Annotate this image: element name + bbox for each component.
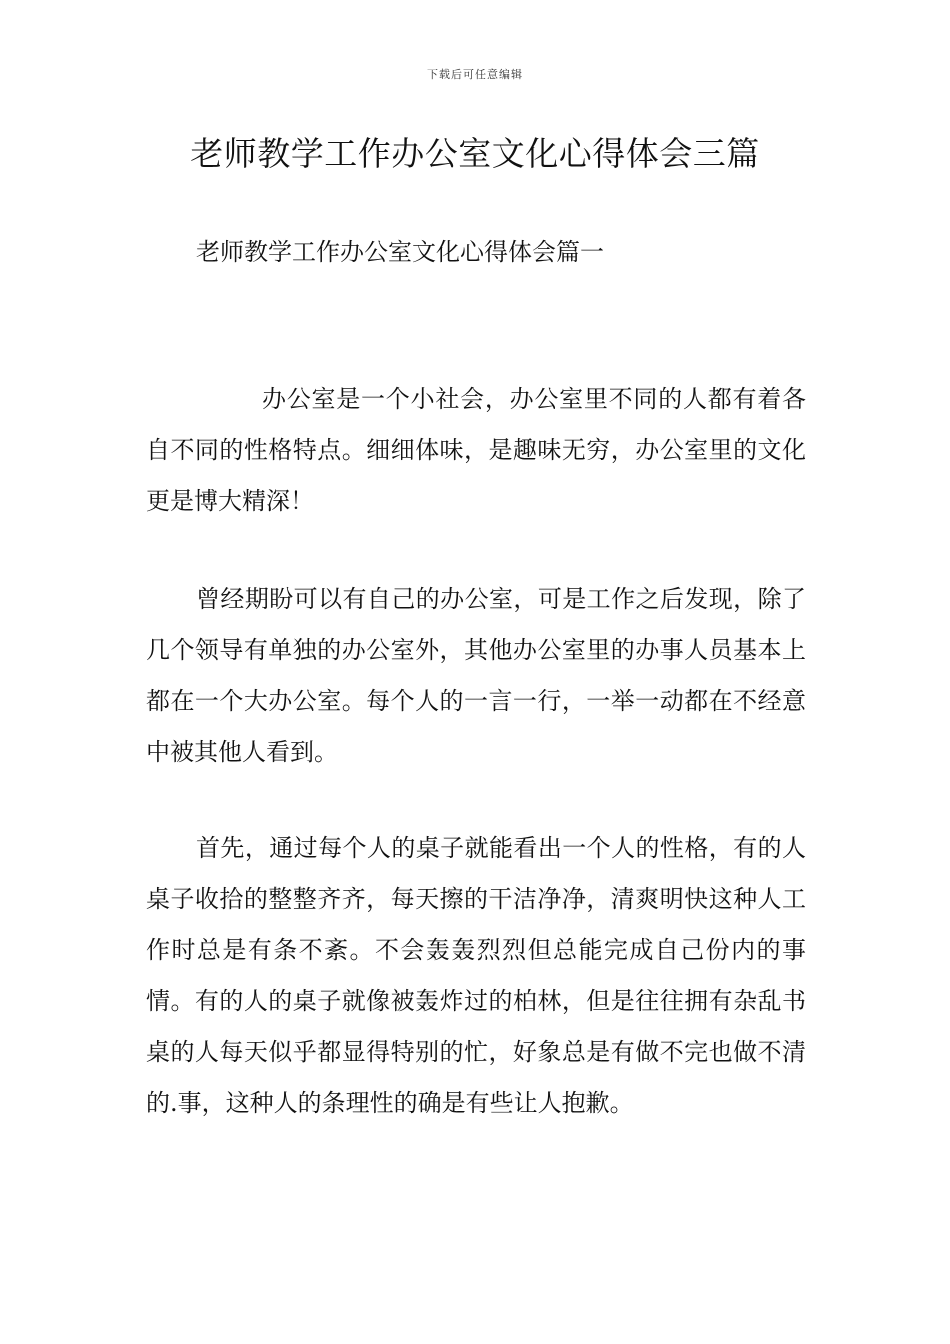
header-note: 下载后可任意编辑 <box>427 68 523 81</box>
paragraph-2: 曾经期盼可以有自己的办公室，可是工作之后发现，除了几个领导有单独的办公室外，其他办公室里的办事人员基本上都在一个大办公室。每个人的一言一行，一举一动都在不经意中被其他人看到。 <box>146 585 806 766</box>
paragraph-1: 办公室是一个小社会，办公室里不同的人都有着各自不同的性格特点。细细体味，是趣味无穷，办公室里的文化更是博大精深！ <box>146 385 806 515</box>
document-title: 老师教学工作办公室文化心得体会三篇 <box>190 134 760 173</box>
section-title: 老师教学工作办公室文化心得体会篇一 <box>196 238 604 266</box>
paragraph-3: 首先，通过每个人的桌子就能看出一个人的性格，有的人桌子收拾的整整齐齐，每天擦的干洁净净，清爽明快这种人工作时总是有条不紊。不会轰轰烈烈但总能完成自己份内的事情。有的人的桌子就像被轰炸过的柏林，但是往往拥有杂乱书桌的人每天似乎都显得特别的忙，好象总是有做不完也做不清的.事，这种人的条理性的确是有些让人抱歉。 <box>146 834 806 1117</box>
